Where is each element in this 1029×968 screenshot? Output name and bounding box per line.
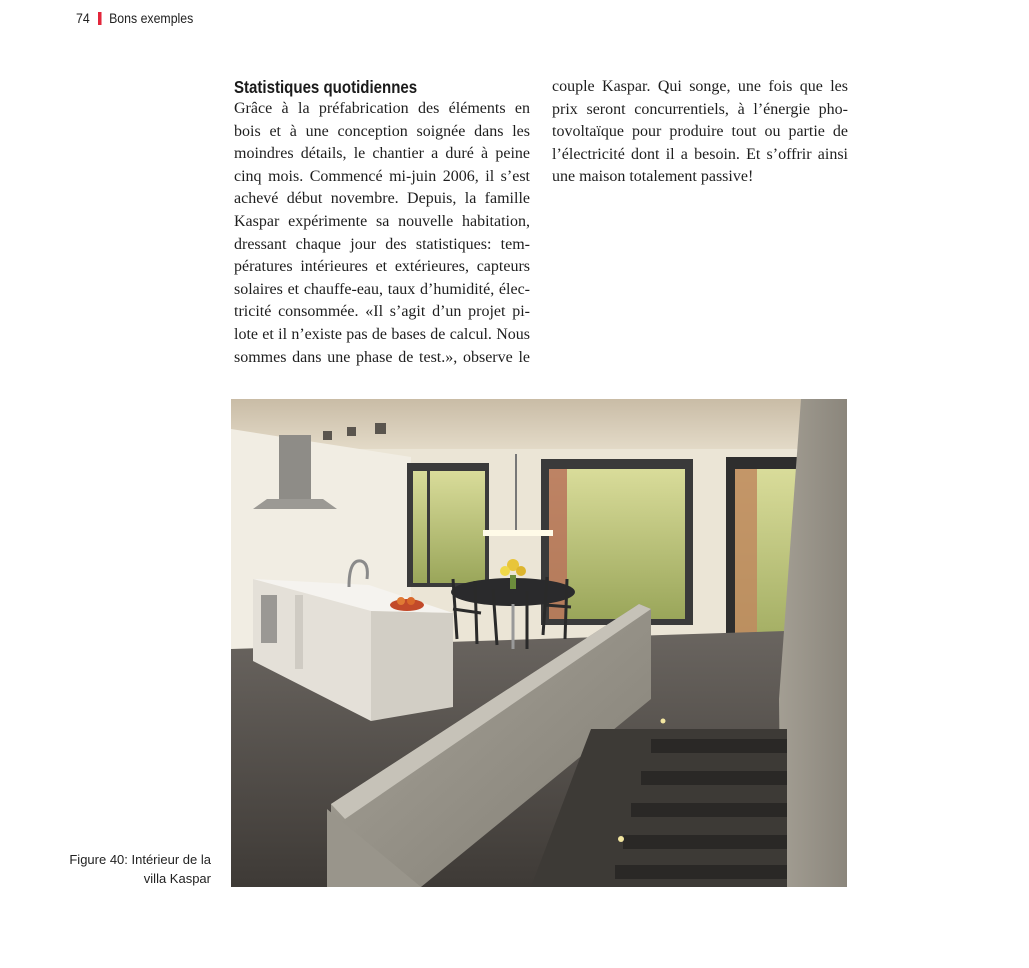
running-head — [76, 8, 193, 28]
article-heading: Statistiques quotidiennes — [234, 77, 418, 97]
caption-line: Figure 40: Intérieur de la — [69, 852, 211, 867]
text-line: tovoltaïque pour produire tout ou partie de — [552, 123, 848, 141]
text-line: Grâce à la préfabrication des éléments en — [234, 100, 530, 117]
text-line: moindres détails, le chantier a duré à peine — [234, 145, 530, 163]
section-title: Bons exemples — [109, 10, 194, 26]
page-number: 74 — [76, 10, 90, 26]
text-line: solaires et chauffe-eau, taux d’humidité, élec- — [234, 280, 530, 298]
text-line: bois et à une conception soignée dans les — [234, 122, 530, 140]
text-column-left — [234, 76, 530, 369]
text-line: lote et il n’existe pas de bases de calcul. Nous — [234, 325, 530, 343]
text-line: cinq mois. Commencé mi-juin 2006, il s’est — [234, 167, 530, 185]
text-line: pératures intérieures et extérieures, capteurs — [234, 258, 530, 276]
text-line: Kaspar expérimente sa nouvelle habitation, — [234, 212, 530, 230]
caption-line: villa Kaspar — [143, 871, 211, 886]
section-marker — [98, 12, 102, 25]
text-line: dressant chaque jour des statistiques: tem- — [234, 235, 530, 253]
text-line: tricité consommée. «Il s’agit d’un projet pi- — [234, 303, 530, 321]
text-line: prix seront concurrentiels, à l’énergie pho- — [552, 100, 848, 118]
figure-caption — [60, 850, 211, 888]
text-line: couple Kaspar. Qui songe, une fois que les — [552, 78, 848, 95]
text-line: une maison totalement passive! — [552, 168, 754, 186]
text-line: sommes dans une phase de test.», observe le — [234, 348, 530, 366]
interior-photo — [231, 399, 847, 887]
text-line: achevé début novembre. Depuis, la famille — [234, 190, 530, 208]
text-line: l’électricité dont il a besoin. Et s’offrir ainsi — [552, 145, 848, 163]
text-column-right — [552, 76, 848, 189]
